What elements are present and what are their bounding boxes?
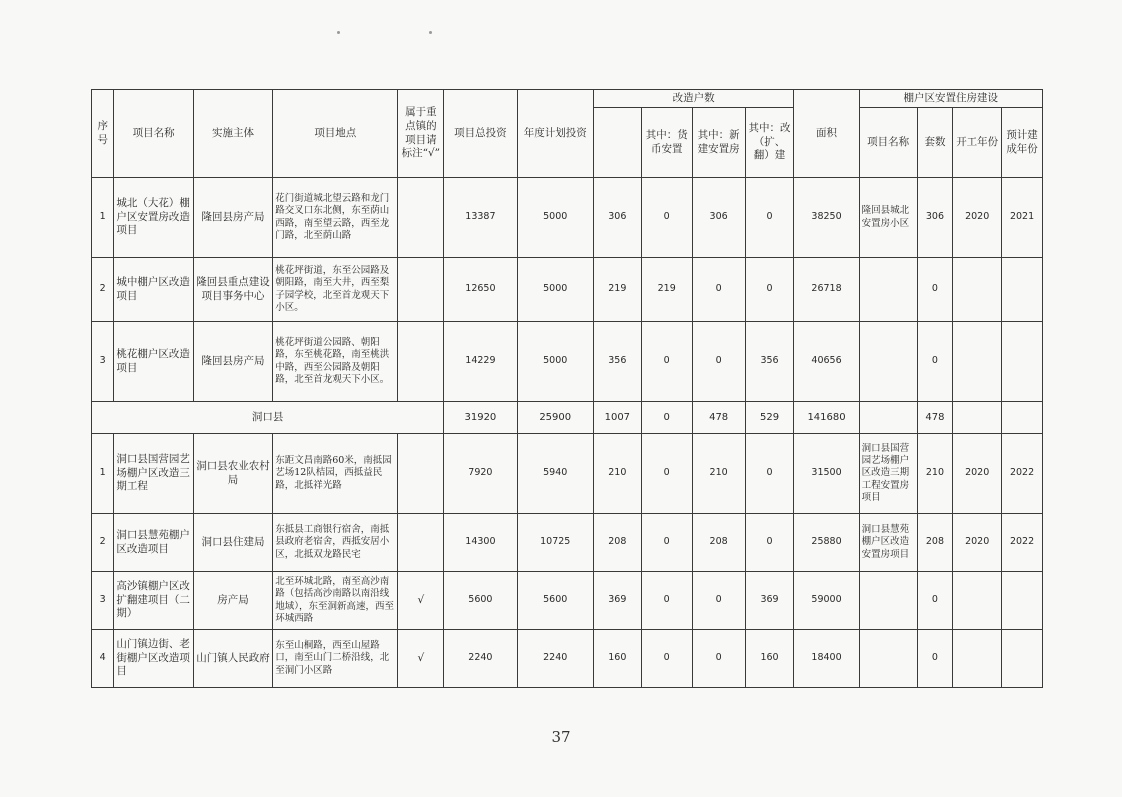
col-households-total	[593, 108, 641, 178]
cell-hname: 隆回县城北安置房小区	[859, 178, 917, 258]
table-row	[92, 514, 1043, 572]
col-h-project-name: 项目名称	[859, 108, 917, 178]
table-row	[92, 434, 1043, 514]
cell-location: 桃花坪街道，东至公园路及朝阳路，南至大井，西至梨子园学校，北至首龙观天下小区。	[273, 258, 398, 322]
cell-hh: 160	[593, 630, 641, 688]
cell-cash: 0	[641, 322, 692, 402]
cell-hname	[859, 258, 917, 322]
cell-hname: 洞口县国营园艺场棚户区改造三期工程安置房项目	[859, 434, 917, 514]
cell-location: 北至环城北路，南至高沙南路（包括高沙南路以南沿线地域），东至洞新高速，西至环城西路	[273, 572, 398, 630]
cell-key	[398, 434, 444, 514]
cell-key	[398, 514, 444, 572]
cell-key: √	[398, 630, 444, 688]
cell-seq: 3	[92, 322, 114, 402]
page-number: 37	[551, 728, 571, 746]
col-project-name: 项目名称	[114, 90, 193, 178]
cell-new: 0	[692, 630, 745, 688]
table-row	[92, 572, 1043, 630]
cell-total: 5600	[444, 572, 517, 630]
cell-location: 桃花坪街道公园路、朝阳路，东至桃花路，南至桃洪中路，西至公园路及朝阳路，北至首龙观天下小区。	[273, 322, 398, 402]
col-h-units: 套数	[917, 108, 953, 178]
cell-area: 26718	[794, 258, 859, 322]
cell-start: 2020	[953, 178, 1002, 258]
cell-name: 桃花棚户区改造项目	[114, 322, 193, 402]
scan-speck	[429, 31, 432, 34]
cell-hname	[859, 572, 917, 630]
cell-finish	[1002, 258, 1043, 322]
subtotal-total: 31920	[444, 402, 517, 434]
cell-name: 城北（大花）棚户区安置房改造项目	[114, 178, 193, 258]
cell-location: 东至山桐路，西至山屋路口，南至山门二桥沿线，北至洞门小区路	[273, 630, 398, 688]
cell-finish	[1002, 322, 1043, 402]
cell-start: 2020	[953, 514, 1002, 572]
cell-location: 东抵县工商银行宿舍，南抵县政府老宿舍，西抵安居小区，北抵双龙路民宅	[273, 514, 398, 572]
cell-renov: 0	[745, 178, 794, 258]
cell-annual: 5940	[517, 434, 593, 514]
cell-area: 25880	[794, 514, 859, 572]
cell-total: 12650	[444, 258, 517, 322]
col-total-invest: 项目总投资	[444, 90, 517, 178]
cell-new: 306	[692, 178, 745, 258]
col-key-town: 属于重点镇的项目请标注“√”	[398, 90, 444, 178]
col-h-start-year: 开工年份	[953, 108, 1002, 178]
cell-name: 山门镇边街、老街棚户区改造项目	[114, 630, 193, 688]
cell-seq: 2	[92, 258, 114, 322]
cell-renov: 0	[745, 514, 794, 572]
cell-area: 40656	[794, 322, 859, 402]
cell-total: 14300	[444, 514, 517, 572]
subtotal-renov: 529	[745, 402, 794, 434]
col-hh-new: 其中：新建安置房	[692, 108, 745, 178]
subtotal-area: 141680	[794, 402, 859, 434]
col-seq: 序号	[92, 90, 114, 178]
cell-new: 0	[692, 572, 745, 630]
cell-total: 7920	[444, 434, 517, 514]
cell-start	[953, 572, 1002, 630]
cell-name: 城中棚户区改造项目	[114, 258, 193, 322]
cell-finish	[1002, 572, 1043, 630]
table-row	[92, 258, 1043, 322]
cell-units: 306	[917, 178, 953, 258]
subtotal-row	[92, 402, 1043, 434]
cell-units: 210	[917, 434, 953, 514]
cell-name: 洞口县慧苑棚户区改造项目	[114, 514, 193, 572]
cell-new: 210	[692, 434, 745, 514]
cell-entity: 洞口县住建局	[193, 514, 272, 572]
cell-units: 0	[917, 630, 953, 688]
cell-hh: 356	[593, 322, 641, 402]
col-housing-group: 棚户区安置住房建设	[859, 90, 1042, 108]
cell-cash: 0	[641, 630, 692, 688]
cell-key	[398, 178, 444, 258]
cell-annual: 5600	[517, 572, 593, 630]
header-row-1	[92, 90, 1043, 108]
cell-key	[398, 322, 444, 402]
cell-renov: 356	[745, 322, 794, 402]
subtotal-units: 478	[917, 402, 953, 434]
cell-units: 208	[917, 514, 953, 572]
cell-finish	[1002, 630, 1043, 688]
cell-cash: 0	[641, 434, 692, 514]
subtotal-start	[953, 402, 1002, 434]
cell-renov: 0	[745, 434, 794, 514]
cell-new: 0	[692, 258, 745, 322]
cell-new: 0	[692, 322, 745, 402]
cell-annual: 10725	[517, 514, 593, 572]
cell-seq: 2	[92, 514, 114, 572]
cell-seq: 3	[92, 572, 114, 630]
cell-entity: 山门镇人民政府	[193, 630, 272, 688]
cell-key	[398, 258, 444, 322]
subtotal-hname	[859, 402, 917, 434]
cell-area: 38250	[794, 178, 859, 258]
subtotal-annual: 25900	[517, 402, 593, 434]
scan-speck	[337, 31, 340, 34]
cell-hh: 210	[593, 434, 641, 514]
col-h-finish-year: 预计建成年份	[1002, 108, 1043, 178]
cell-entity: 隆回县房产局	[193, 322, 272, 402]
cell-area: 59000	[794, 572, 859, 630]
cell-location: 花门街道城北望云路和龙门路交叉口东北侧，东至荫山西路，南至望云路，西至龙门路，北至荫山路	[273, 178, 398, 258]
subtotal-hh: 1007	[593, 402, 641, 434]
cell-seq: 1	[92, 434, 114, 514]
cell-finish: 2022	[1002, 514, 1043, 572]
cell-new: 208	[692, 514, 745, 572]
shantytown-project-table	[91, 89, 1043, 688]
cell-renov: 160	[745, 630, 794, 688]
cell-entity: 隆回县重点建设项目事务中心	[193, 258, 272, 322]
cell-hh: 208	[593, 514, 641, 572]
cell-annual: 5000	[517, 322, 593, 402]
cell-hname: 洞口县慧苑棚户区改造安置房项目	[859, 514, 917, 572]
cell-units: 0	[917, 322, 953, 402]
cell-hh: 369	[593, 572, 641, 630]
cell-name: 高沙镇棚户区改扩翻建项目（二期）	[114, 572, 193, 630]
subtotal-new: 478	[692, 402, 745, 434]
cell-hname	[859, 630, 917, 688]
cell-hh: 306	[593, 178, 641, 258]
cell-area: 31500	[794, 434, 859, 514]
cell-hname	[859, 322, 917, 402]
col-area: 面积	[794, 90, 859, 178]
cell-start	[953, 322, 1002, 402]
cell-entity: 洞口县农业农村局	[193, 434, 272, 514]
cell-cash: 219	[641, 258, 692, 322]
cell-cash: 0	[641, 178, 692, 258]
cell-start: 2020	[953, 434, 1002, 514]
cell-finish: 2022	[1002, 434, 1043, 514]
subtotal-finish	[1002, 402, 1043, 434]
cell-total: 2240	[444, 630, 517, 688]
table-row	[92, 178, 1043, 258]
cell-finish: 2021	[1002, 178, 1043, 258]
col-hh-renov: 其中：改（扩、翻）建	[745, 108, 794, 178]
cell-seq: 4	[92, 630, 114, 688]
cell-units: 0	[917, 258, 953, 322]
cell-total: 13387	[444, 178, 517, 258]
cell-area: 18400	[794, 630, 859, 688]
table-row	[92, 322, 1043, 402]
subtotal-cash: 0	[641, 402, 692, 434]
cell-hh: 219	[593, 258, 641, 322]
cell-key: √	[398, 572, 444, 630]
col-households-group: 改造户数	[593, 90, 794, 108]
cell-units: 0	[917, 572, 953, 630]
cell-start	[953, 630, 1002, 688]
cell-annual: 5000	[517, 258, 593, 322]
cell-annual: 2240	[517, 630, 593, 688]
col-location: 项目地点	[273, 90, 398, 178]
cell-cash: 0	[641, 572, 692, 630]
col-hh-cash: 其中：货币安置	[641, 108, 692, 178]
cell-cash: 0	[641, 514, 692, 572]
col-annual-invest: 年度计划投资	[517, 90, 593, 178]
cell-annual: 5000	[517, 178, 593, 258]
cell-total: 14229	[444, 322, 517, 402]
cell-start	[953, 258, 1002, 322]
cell-location: 东距文昌南路60米，南抵园艺场12队桔园，西抵益民路，北抵祥光路	[273, 434, 398, 514]
cell-renov: 0	[745, 258, 794, 322]
cell-renov: 369	[745, 572, 794, 630]
subtotal-label: 洞口县	[92, 402, 444, 434]
cell-entity: 隆回县房产局	[193, 178, 272, 258]
table-row	[92, 630, 1043, 688]
col-entity: 实施主体	[193, 90, 272, 178]
cell-name: 洞口县国营园艺场棚户区改造三期工程	[114, 434, 193, 514]
cell-seq: 1	[92, 178, 114, 258]
cell-entity: 房产局	[193, 572, 272, 630]
